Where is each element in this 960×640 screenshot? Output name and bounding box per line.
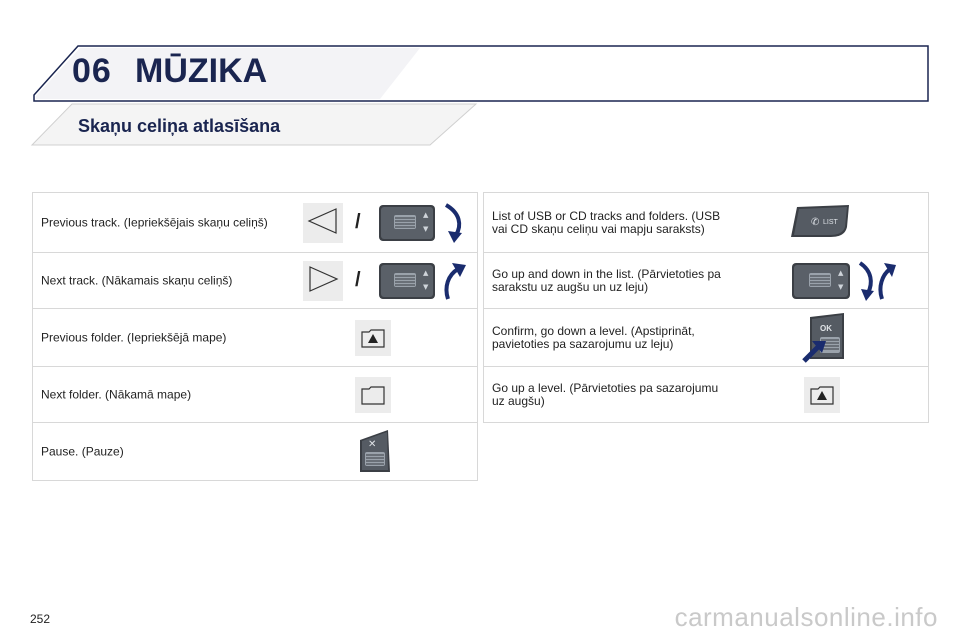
row-description: List of USB or CD tracks and folders. (USB vai CD skaņu celiņu vai mapju saraksts) <box>492 208 721 236</box>
table-row <box>33 253 477 309</box>
svg-text:▲: ▲ <box>423 269 429 277</box>
svg-text:▼: ▼ <box>838 283 844 291</box>
page-number: 252 <box>30 612 51 626</box>
svg-text:✆: ✆ <box>811 217 820 228</box>
table-row <box>484 367 928 423</box>
svg-text:▼: ▼ <box>423 283 429 291</box>
row-description: Go up and down in the list. (Pārvietoties pa sarakstu uz augšu un uz leju) <box>492 266 721 294</box>
thumbwheel-icon <box>378 261 438 301</box>
folder-icon <box>355 377 391 413</box>
list-button-icon <box>789 203 853 239</box>
row-description: Next folder. (Nākamā mape) <box>41 387 192 401</box>
left-controls-table <box>32 192 478 481</box>
row-description: Previous folder. (Iepriekšējā mape) <box>41 330 227 344</box>
table-row <box>484 253 928 309</box>
triangle-left-icon <box>303 203 343 243</box>
mute-wheel-icon <box>358 428 392 474</box>
arrow-up-curved-icon <box>876 259 898 303</box>
table-row <box>33 423 477 481</box>
list-label: LIST <box>823 219 838 226</box>
row-description: Next track. (Nākamais skaņu celiņš) <box>41 273 233 287</box>
chapter-title: MŪZIKA <box>135 52 268 90</box>
ok-label: OK <box>820 324 832 333</box>
row-description: Go up a level. (Pārvietoties pa sazarojumu uz augšu) <box>492 380 719 408</box>
table-row <box>33 193 477 253</box>
svg-text:✕: ✕ <box>368 439 377 450</box>
table-row <box>484 309 928 367</box>
table-row <box>484 193 928 253</box>
section-title: Skaņu celiņa atlasīšana <box>78 116 281 136</box>
separator-slash: / <box>355 269 361 291</box>
chapter-number: 06 <box>72 52 112 90</box>
svg-text:▲: ▲ <box>423 211 429 219</box>
row-description: Confirm, go down a level. (Apstiprināt, pavietoties pa sazarojumu uz leju) <box>492 323 695 351</box>
watermark: carmanualsonline.info <box>674 602 938 632</box>
thumbwheel-icon <box>378 203 438 243</box>
arrow-up-curved-icon <box>440 259 468 303</box>
svg-text:▼: ▼ <box>423 225 429 233</box>
triangle-right-icon <box>303 261 343 301</box>
folder-up-icon <box>804 377 840 413</box>
separator-slash: / <box>355 211 361 233</box>
table-row <box>33 309 477 367</box>
thumbwheel-icon <box>791 261 853 301</box>
table-row <box>33 367 477 423</box>
folder-up-icon <box>355 320 391 356</box>
svg-text:▲: ▲ <box>838 269 844 277</box>
row-description: Pause. (Pauze) <box>41 444 124 458</box>
row-description: Previous track. (Iepriekšējais skaņu celiņš) <box>41 215 268 229</box>
right-controls-table <box>483 192 929 423</box>
ok-button-icon <box>800 311 848 365</box>
arrow-down-curved-icon <box>440 201 468 245</box>
arrow-down-curved-icon <box>856 259 878 303</box>
